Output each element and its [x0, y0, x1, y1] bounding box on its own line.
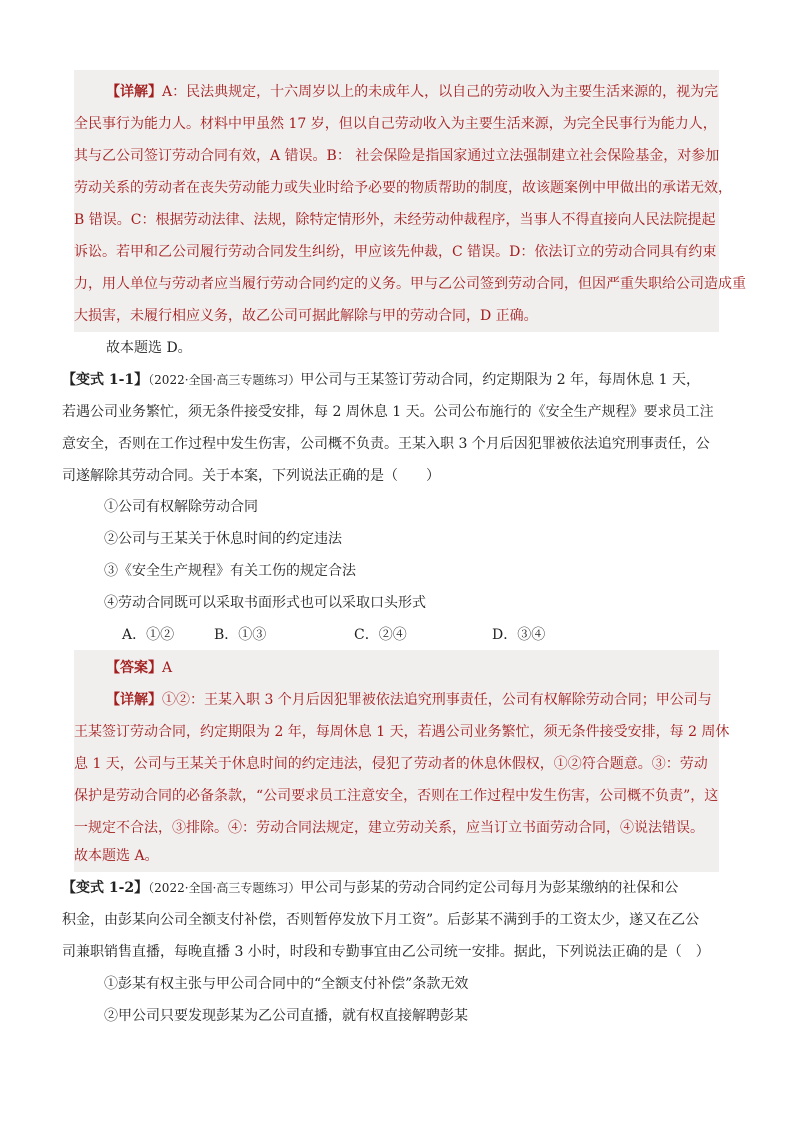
detail-line: 全民事行为能力人。材料中甲虽然 17 岁，但以自己劳动收入为主要生活来源，为完全民事行为能力人，	[74, 116, 717, 132]
option-item: ②公司与王某关于休息时间的约定违法	[104, 531, 342, 547]
detail-line: 大损害，未履行相应义务，故乙公司可据此解除与甲的劳动合同，D 正确。	[74, 308, 538, 324]
conclusion-block-1	[74, 332, 719, 364]
detail-line: 故本题选 A。	[74, 848, 159, 864]
answer-block-1	[74, 650, 730, 872]
detail-line: 力，用人单位与劳动者应当履行劳动合同约定的义务。甲与乙公司签到劳动合同，但因严重失职给公司造成重	[74, 276, 746, 292]
question-line: 若遇公司业务繁忙，须无条件接受安排，每 2 周休息 1 天。公司公布施行的《安全生产规程》要求员工注	[62, 404, 714, 420]
option-item: ①公司有权解除劳动合同	[104, 499, 258, 515]
detail-line: 王某签订劳动合同，约定期限为 2 年，每周休息 1 天，若遇公司业务繁忙，须无条件接受安排，每 2 周休	[74, 724, 730, 740]
choice-d: D．③④	[492, 627, 546, 643]
choice-c: C．②④	[354, 627, 407, 643]
detail-line: 诉讼。若甲和乙公司履行劳动合同发生纠纷，甲应该先仲裁，C 错误。D：依法订立的劳动合同具有约束	[74, 244, 717, 260]
detail-line: 【详解】A：民法典规定，十六周岁以上的未成年人，以自己的劳动收入为主要生活来源的，视为完	[106, 84, 719, 100]
choice-a: A．①②	[122, 627, 175, 643]
detail-block-1	[74, 70, 746, 332]
detail-line: 其与乙公司签订劳动合同有效，A 错误。B： 社会保险是指国家通过立法强制建立社会保险基金，对参加	[74, 148, 720, 164]
option-item: ②甲公司只要发现彭某为乙公司直播，就有权直接解聘彭某	[104, 1008, 468, 1024]
detail-line: 劳动关系的劳动者在丧失劳动能力或失业时给予必要的物质帮助的制度，故该题案例中甲做出的承诺无效，	[74, 180, 732, 196]
answer-label: 【答案】	[106, 660, 162, 676]
detail-line: 息 1 天，公司与王某关于休息时间的约定违法，侵犯了劳动者的休息休假权，①②符合题意。③：劳动	[74, 756, 708, 772]
choice-b: B．①③	[214, 627, 267, 643]
detail-line: 一规定不合法，③排除。④：劳动合同法规定，建立劳动关系，应当订立书面劳动合同，④说法错误。	[74, 820, 704, 836]
detail-line: B 错误。C：根据劳动法律、法规，除特定情形外，未经劳动仲裁程序，当事人不得直接向人民法院提起	[74, 212, 716, 228]
option-item: ③《安全生产规程》有关工伤的规定合法	[104, 563, 356, 579]
question-source: （2022·全国·高三专题练习）	[148, 373, 301, 387]
question-line: 【变式 1-2】（2022·全国·高三专题练习）甲公司与彭某的劳动合同约定公司每月为彭某缴纳的社保和公	[62, 880, 679, 896]
answer-value: A	[162, 660, 173, 676]
detail-label: 【详解】	[106, 84, 162, 100]
conclusion-text: 故本题选 D。	[106, 340, 192, 356]
option-item: ④劳动合同既可以采取书面形式也可以采取口头形式	[104, 595, 426, 611]
detail-line: 【详解】①②：王某入职 3 个月后因犯罪被依法追究刑事责任，公司有权解除劳动合同；甲公司与	[106, 692, 712, 708]
option-item: ①彭某有权主张与甲公司合同中的“全额支付补偿”条款无效	[104, 976, 469, 992]
question-line: 积金，由彭某向公司全额支付补偿，否则暂停发放下月工资”。后彭某不满到手的工资太少，遂又在乙公	[62, 912, 700, 928]
answer-line	[106, 652, 172, 684]
question-label: 【变式 1-1】	[62, 372, 149, 388]
question-line: 意安全，否则在工作过程中发生伤害，公司概不负责。王某入职 3 个月后因犯罪被依法追究刑事责任，公	[62, 436, 710, 452]
question-label: 【变式 1-2】	[62, 880, 149, 896]
question-1-2	[62, 872, 719, 968]
question-line: 【变式 1-1】（2022·全国·高三专题练习）甲公司与王某签订劳动合同，约定期限为 2 年，每周休息 1 天，	[62, 372, 700, 388]
question-source: （2022·全国·高三专题练习）	[148, 881, 301, 895]
detail-line: 保护是劳动合同的必备条款，“公司要求员工注意安全，否则在工作过程中发生伤害，公司概不负责”，这	[74, 788, 719, 804]
question-1-1	[62, 364, 719, 484]
detail-label: 【详解】	[106, 692, 162, 708]
question-line: 司兼职销售直播，每晚直播 3 小时，时段和专勤事宜由乙公司统一安排。据此，下列说法正确的是（ ）	[62, 944, 710, 960]
question-line: 司遂解除其劳动合同。关于本案，下列说法正确的是（ ）	[62, 468, 440, 484]
